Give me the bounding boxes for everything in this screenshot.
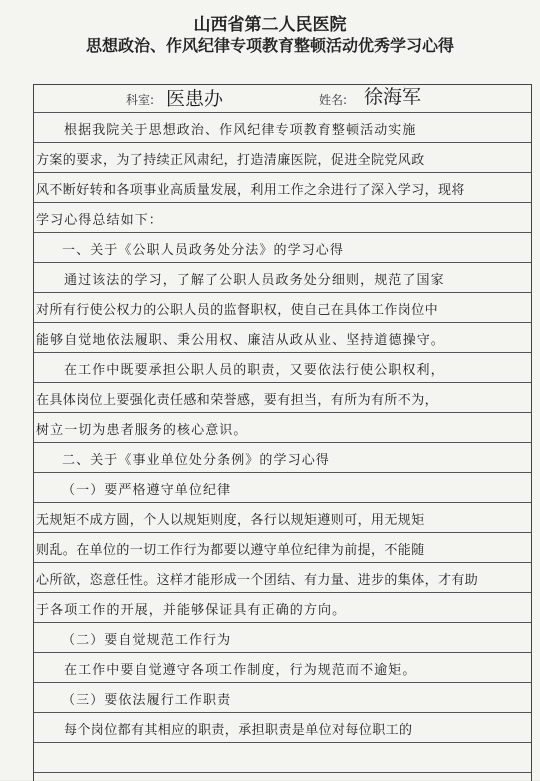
body-line: 心所欲，恣意任性。这样才能形成一个团结、有力量、进步的集体，才有助 (36, 573, 479, 588)
body-line: 每个岗位都有其相应的职责，承担职责是单位对每位职工的 (64, 723, 413, 738)
grid-line (34, 652, 531, 653)
body-line: 学习心得总结如下： (36, 213, 163, 228)
grid-line (34, 412, 531, 413)
body-line: 在具体岗位上要强化责任感和荣誉感，要有担当，有所为有所不为， (36, 393, 439, 408)
subsection-heading: （一）要严格遵守单位纪律 (62, 483, 232, 498)
grid-line (34, 682, 531, 683)
section-heading: 二、关于《事业单位处分条例》的学习心得 (62, 453, 330, 468)
hospital-title: 山西省第二人民医院 (193, 15, 347, 35)
body-line: 根据我院关于思想政治、作风纪律专项教育整顿活动实施 (64, 123, 417, 138)
body-line: 在工作中既要承担公职人员的职责，又要依法行使公职权利， (64, 363, 445, 378)
body-line: 能够自觉地依法履职、秉公用权、廉洁从政从业、坚持道德操守。 (36, 333, 445, 348)
grid-line (34, 112, 531, 113)
grid-line (34, 472, 531, 473)
grid-line (34, 502, 531, 503)
grid-line (34, 352, 531, 353)
grid-line (34, 622, 531, 623)
subsection-heading: （三）要依法履行工作职责 (62, 693, 232, 708)
grid-line (34, 562, 531, 563)
body-line: 通过该法的学习，了解了公职人员政务处分细则，规范了国家 (64, 273, 445, 288)
grid-line (34, 382, 531, 383)
grid-line (34, 202, 531, 203)
name-value: 徐海军 (364, 86, 422, 108)
grid-line (34, 772, 531, 773)
name-label: 姓名: (319, 93, 348, 107)
grid-line (34, 172, 531, 173)
grid-line (34, 322, 531, 323)
grid-line (34, 532, 531, 533)
body-line: 风不断好转和各项事业高质量发展，利用工作之余进行了深入学习，现将 (36, 183, 465, 198)
department-value: 医患办 (166, 88, 224, 110)
department-label: 科室: (126, 93, 155, 107)
body-line: 于各项工作的开展，并能够保证具有正确的方向。 (36, 603, 347, 618)
ruled-writing-grid (33, 84, 532, 781)
body-line: 则乱。在单位的一切工作行为都要以遵守单位纪律为前提，不能随 (36, 543, 425, 558)
grid-line (34, 442, 531, 443)
grid-line (34, 292, 531, 293)
grid-line (34, 592, 531, 593)
grid-line (34, 142, 531, 143)
body-line: 方案的要求，为了持续正风肃纪，打造清廉医院，促进全院党风政 (36, 153, 425, 168)
activity-title: 思想政治、作风纪律专项教育整顿活动优秀学习心得 (85, 36, 454, 55)
body-line: 无规矩不成方圆，个人以规矩则度，各行以规矩遵则可，用无规矩 (36, 513, 425, 528)
body-line: 在工作中要自觉遵守各项工作制度，行为规范而不逾矩。 (64, 663, 417, 678)
grid-line (34, 262, 531, 263)
body-line: 对所有行使公权力的公职人员的监督职权，使自己在具体工作岗位中 (36, 303, 439, 318)
grid-line (34, 232, 531, 233)
grid-line (34, 742, 531, 743)
grid-line (34, 712, 531, 713)
subsection-heading: （二）要自觉规范工作行为 (62, 633, 232, 648)
section-heading: 一、关于《公职人员政务处分法》的学习心得 (62, 243, 345, 258)
body-line: 树立一切为患者服务的核心意识。 (36, 423, 248, 438)
